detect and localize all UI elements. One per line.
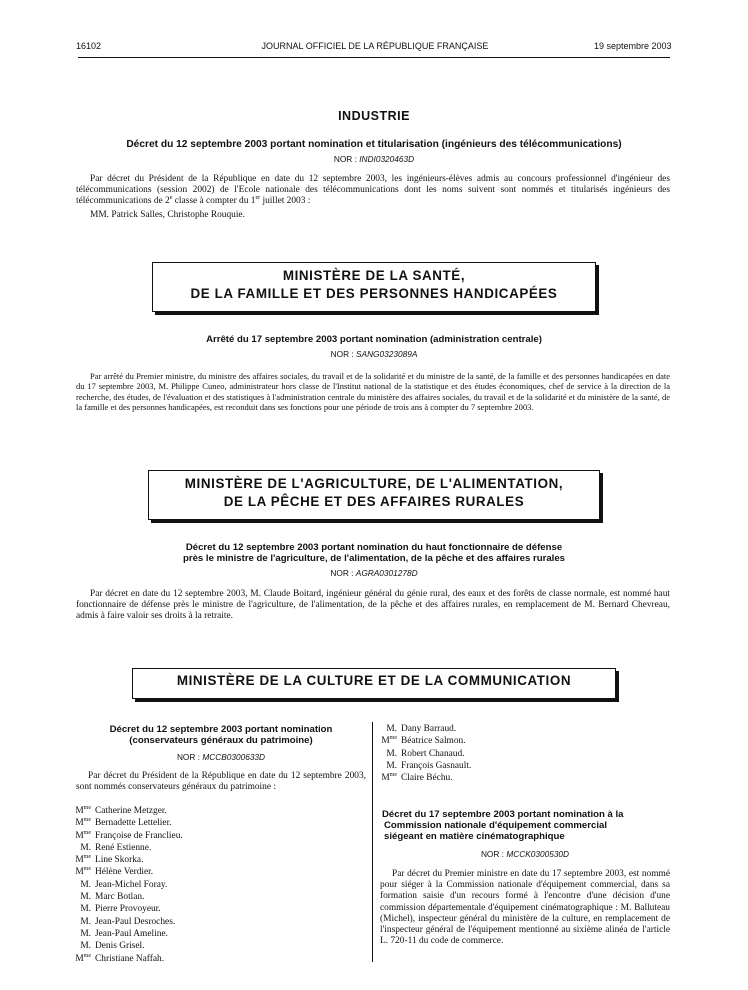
person-name: Jean-Michel Foray. [95, 879, 168, 890]
name-entry [74, 940, 364, 952]
ministry-box-sante [152, 262, 596, 312]
journal-title: JOURNAL OFFICIEL DE LA RÉPUBLIQUE FRANÇAISE [261, 41, 489, 51]
ministry-box-culture [132, 668, 616, 699]
person-name: Françoise de Franclieu. [95, 830, 183, 841]
page-number: 16102 [76, 41, 102, 51]
name-entry [74, 953, 364, 965]
person-name: Line Skorka. [95, 855, 144, 866]
names-list-left [74, 805, 364, 965]
decree-title-sante: Arrêté du 17 septembre 2003 portant nomination (administration centrale) [206, 334, 542, 345]
ministry-title-agriculture-line1: MINISTÈRE DE L'AGRICULTURE, DE L'ALIMENTATION, [184, 476, 564, 491]
civility: M. [386, 724, 397, 734]
paragraph-sante: Par arrêté du Premier ministre, du ministre des affaires sociales, du travail et de la solidarité et du ministre de la santé, de la famille et des personnes handicapées en date du 17 septembre 2003, M. Philippe Cuneo, administrateur hors classe de l'Institut national de la statistique et des études économiques, chef de service à la direction de la recherche, des études, de l'évaluation et des statistiques à l'administration centrale du ministère des affaires sociales, du travail et de la solidarité et du ministère de la santé, de la famille et des personnes handicapées, est reconduit dans ses fonctions pour une période de trois ans à compter du 7 septembre 2003. [76, 371, 670, 413]
person-name: François Gasnault. [401, 760, 472, 771]
name-entry [380, 723, 670, 735]
civility: M. [80, 916, 91, 927]
civility: $M^{me}$ [75, 952, 91, 964]
nor-sante: NOR : SANG0323089A [330, 349, 418, 359]
person-name: René Estienne. [95, 842, 152, 853]
person-name: Claire Béchu. [401, 773, 453, 784]
name-entry [74, 830, 364, 842]
person-name: Jean-Paul Ameline. [95, 928, 168, 939]
civility: $M^{me}$ [381, 772, 397, 784]
civility: $M^{me}$ [75, 817, 91, 829]
name-entry [74, 916, 364, 928]
name-entry [74, 903, 364, 915]
header-rule [78, 57, 670, 58]
ministry-title-culture: MINISTÈRE DE LA CULTURE ET DE LA COMMUNICATION [176, 673, 572, 688]
decree-title-culture-2-line2: Commission nationale d'équipement commercial [384, 819, 607, 831]
person-name: Robert Chanaud. [401, 748, 465, 759]
name-entry [74, 928, 364, 940]
civility: M. [80, 941, 91, 952]
decree-title-industrie: Décret du 12 septembre 2003 portant nomination et titularisation (ingénieurs des télécommunications) [126, 139, 622, 150]
person-name: Catherine Metzger. [95, 806, 167, 816]
name-entry [74, 866, 364, 878]
nor-culture-2: NOR : MCCK0300530D [480, 849, 570, 859]
person-name: Jean-Paul Desroches. [95, 916, 176, 927]
paragraph-culture-1: Par décret du Président de la République en date du 12 septembre 2003, sont nommés conservateurs généraux du patrimoine : [76, 771, 366, 793]
civility: M. [386, 760, 397, 771]
column-divider [372, 722, 373, 962]
name-entry [74, 854, 364, 866]
person-name: Bernadette Lettelier. [95, 818, 172, 829]
person-name: Dany Barraud. [401, 724, 457, 734]
civility: M. [80, 904, 91, 915]
decree-title-culture-1 [76, 725, 366, 747]
decree-title-culture-2 [382, 810, 672, 842]
section-title-industrie: INDUSTRIE [338, 109, 410, 123]
name-entry [74, 805, 364, 817]
name-entry [74, 842, 364, 854]
names-list-right [380, 723, 670, 784]
civility: M. [80, 879, 91, 890]
ministry-box-agriculture [148, 470, 600, 520]
issue-date: 19 septembre 2003 [594, 41, 672, 51]
civility: $M^{me}$ [75, 854, 91, 866]
name-entry [74, 879, 364, 891]
decree-title-agriculture [78, 542, 670, 564]
decree-title-culture-2-line3: siégeant en matière cinématographique [384, 830, 565, 842]
civility: $M^{me}$ [75, 866, 91, 878]
civility: $M^{me}$ [75, 804, 91, 816]
paragraph-culture-2: Par décret du Premier ministre en date du 17 septembre 2003, est nommé pour siéger à la Commission nationale d'équipement commercial, dans sa formation saisie d'un recours formé à l'encontre d'une décision d'une commission départementale d'équipement cinématographique : M. Balluteau (Michel), inspecteur général du ministère de la culture, en remplacement de l'inspecteur général de l'équipement mentionné au sixième alinéa de l'article L. 720-11 du code de commerce. [380, 869, 670, 947]
person-name: Marc Botlan. [95, 892, 145, 903]
name-entry [74, 817, 364, 829]
nor-agriculture: NOR : AGRA0301278D [330, 568, 418, 578]
decree-title-agriculture-line2: près le ministre de l'agriculture, de l'alimentation, de la pêche et des affaires rurales [182, 553, 566, 564]
paragraph-industrie: Par décret du Président de la République en date du 12 septembre 2003, les ingénieurs-élèves admis au concours professionnel d'ingénieur des télécommunications (session 2002) de l'Ecole nationale des télécommunications dont les noms suivent sont nommés et titularisés ingénieurs des télécommunications de 2e classe à compter du 1er juillet 2003 : [76, 174, 670, 207]
name-entry [380, 735, 670, 747]
civility: M. [80, 928, 91, 939]
paragraph-agriculture: Par décret en date du 12 septembre 2003, M. Claude Boitard, ingénieur général du génie rural, des eaux et des forêts de classe normale, est nommé haut fonctionnaire de défense près le ministre de l'agriculture, de l'alimentation, de la pêche et des affaires rurales, en remplacement de M. Bernard Chevreau, admis à faire valoir ses droits à la retraite. [76, 589, 670, 622]
civility: M. [386, 748, 397, 759]
decree-title-agriculture-line1: Décret du 12 septembre 2003 portant nomination du haut fonctionnaire de défense [185, 542, 563, 553]
name-entry [380, 772, 670, 784]
names-industrie: MM. Patrick Salles, Christophe Rouquie. [90, 210, 245, 220]
civility: M. [80, 892, 91, 903]
person-name: Béatrice Salmon. [401, 736, 466, 747]
ministry-title-sante-line1: MINISTÈRE DE LA SANTÉ, [282, 268, 466, 283]
name-entry [380, 748, 670, 760]
person-name: Hélène Verdier. [95, 867, 154, 878]
name-entry [380, 760, 670, 772]
civility: $M^{me}$ [381, 735, 397, 747]
decree-title-culture-2-line1: Décret du 17 septembre 2003 portant nomination à la [382, 809, 624, 820]
ministry-title-sante-line2: DE LA FAMILLE ET DES PERSONNES HANDICAPÉES [190, 286, 558, 301]
person-name: Denis Grisel. [95, 941, 145, 952]
name-entry [74, 891, 364, 903]
person-name: Pierre Provoyeur. [95, 904, 161, 915]
person-name: Christiane Naffah. [95, 953, 165, 964]
decree-title-culture-1-line2: (conservateurs généraux du patrimoine) [129, 734, 313, 746]
civility: $M^{me}$ [75, 829, 91, 841]
decree-title-culture-1-line1: Décret du 12 septembre 2003 portant nomination [109, 724, 333, 735]
civility: M. [80, 842, 91, 853]
nor-culture-1: NOR : MCCB0300633D [176, 752, 266, 762]
ministry-title-agriculture-line2: DE LA PÊCHE ET DES AFFAIRES RURALES [223, 494, 525, 509]
nor-industrie: NOR : INDI0320463D [333, 154, 415, 164]
